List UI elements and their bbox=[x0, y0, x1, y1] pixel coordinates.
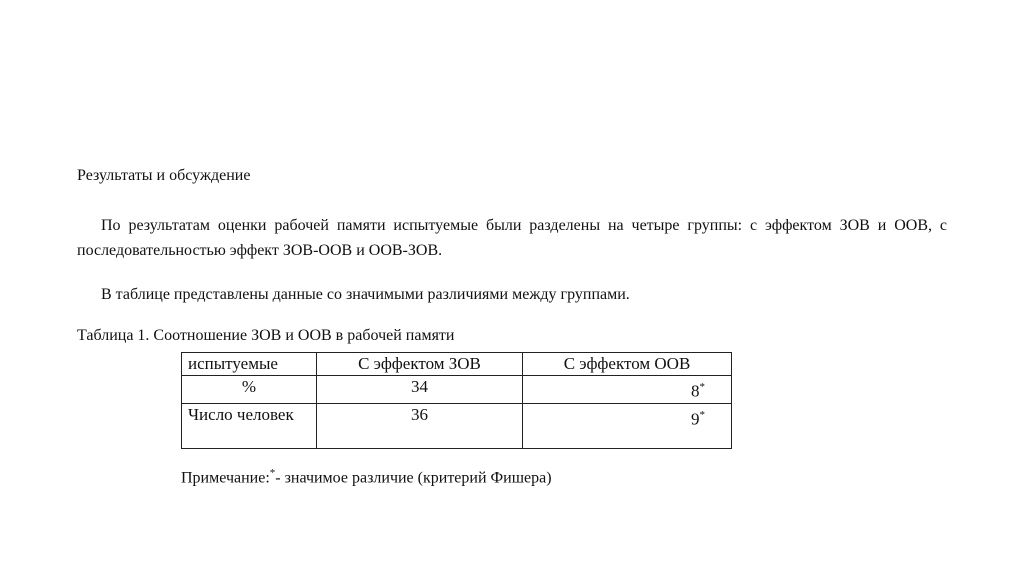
table-note bbox=[181, 463, 552, 488]
paragraph-groups: По результатам оценки рабочей памяти испытуемые были разделены на четыре группы: с эффектом ЗОВ и ООВ, с последовательностью эффект ЗОВ-ООВ и ООВ-ЗОВ. bbox=[77, 217, 947, 259]
cell-oov-percent bbox=[523, 376, 732, 404]
table-caption: Таблица 1. Соотношение ЗОВ и ООВ в рабочей памяти bbox=[77, 327, 455, 344]
note-mark: * bbox=[269, 467, 276, 479]
note-label: Примечание: bbox=[181, 469, 270, 487]
cell-zov-percent: 34 bbox=[317, 376, 523, 404]
table-header-row bbox=[182, 353, 732, 376]
cell-zov-count: 36 bbox=[317, 403, 523, 448]
results-table bbox=[181, 352, 732, 449]
header-oov: С эффектом ООВ bbox=[523, 353, 732, 376]
significance-mark: * bbox=[699, 408, 705, 421]
section-heading: Результаты и обсуждение bbox=[77, 167, 251, 184]
note-text: - значимое различие (критерий Фишера) bbox=[275, 469, 552, 487]
header-subjects: испытуемые bbox=[182, 353, 317, 376]
cell-oov-count-value: 9 bbox=[691, 409, 700, 429]
cell-oov-percent-value: 8 bbox=[691, 381, 700, 401]
row-label-count: Число человек bbox=[182, 403, 317, 448]
table-row-percent bbox=[182, 376, 732, 404]
significance-mark: * bbox=[699, 381, 705, 393]
row-label-percent: % bbox=[182, 376, 317, 404]
header-zov: С эффектом ЗОВ bbox=[317, 353, 523, 376]
cell-oov-count bbox=[523, 403, 732, 448]
paragraph-table-intro: В таблице представлены данные со значимыми различиями между группами. bbox=[101, 286, 630, 303]
table-row-count bbox=[182, 403, 732, 448]
